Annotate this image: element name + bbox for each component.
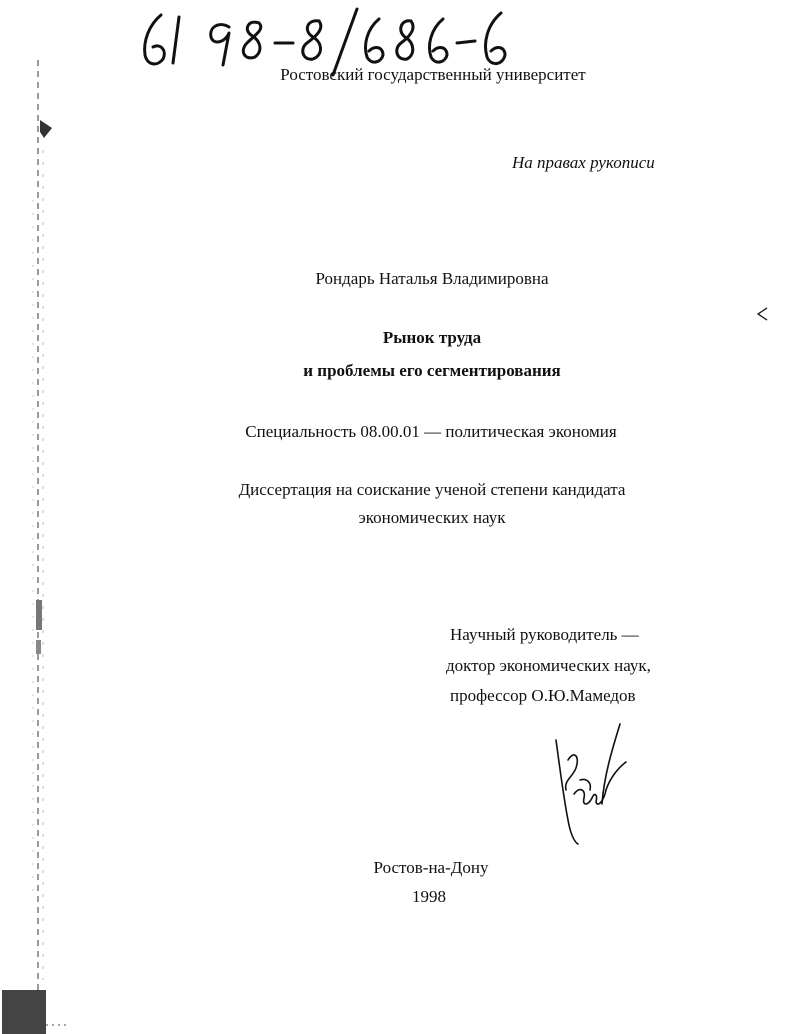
city: Ростов-на-Дону <box>373 858 489 877</box>
year: 1998 <box>412 887 446 906</box>
dissertation-line-2: экономических наук <box>358 508 506 527</box>
supervisor-line-2: доктор экономических наук, <box>446 656 651 675</box>
supervisor-line-3: профессор О.Ю.Мамедов <box>450 686 636 705</box>
title-line-2: и проблемы его сегментирования <box>303 361 561 380</box>
university-name: Ростовский государственный университет <box>280 65 586 84</box>
author-name: Рондарь Наталья Владимировна <box>315 269 549 288</box>
dissertation-line-1: Диссертация на соискание ученой степени кандидата <box>238 480 626 499</box>
signature <box>540 720 640 850</box>
manuscript-note: На правах рукописи <box>512 153 655 172</box>
supervisor-line-1: Научный руководитель — <box>450 625 639 644</box>
specialty: Специальность 08.00.01 — политическая экономия <box>245 422 617 441</box>
title-line-1: Рынок труда <box>382 328 482 347</box>
margin-mark <box>755 306 769 322</box>
